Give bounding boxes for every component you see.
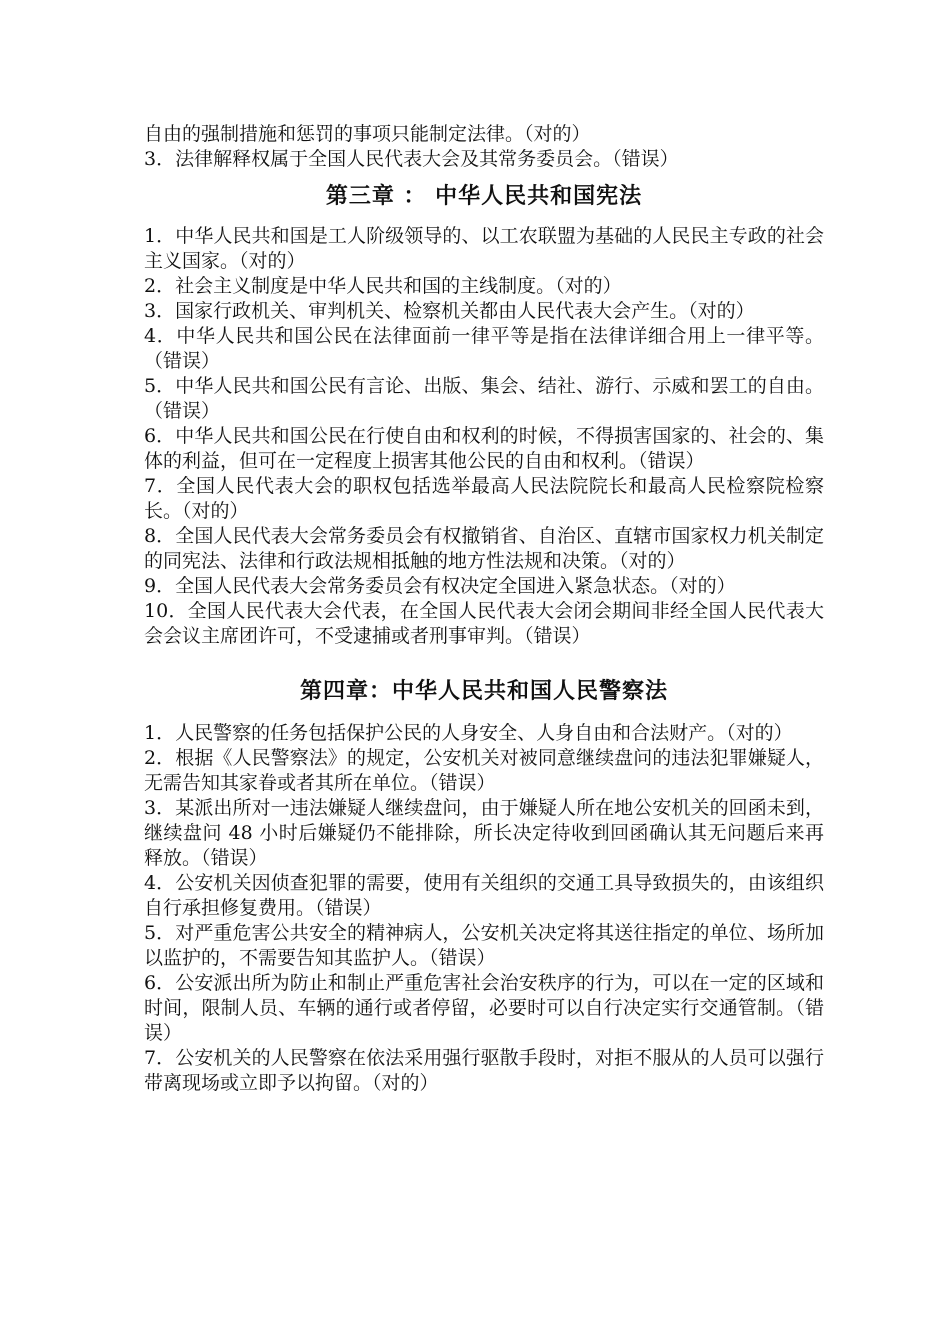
chapter-3-list: [144, 224, 824, 649]
chapter-3-item: 6．中华人民共和国公民在行使自由和权利的时候，不得损害国家的、社会的、集体的利益，但可在一定程度上损害其他公民的自由和权利。（错误）: [144, 425, 824, 472]
document-page: [144, 122, 824, 1096]
chapter-3-item: 4．中华人民共和国公民在法律面前一律平等是指在法律详细合用上一律平等。（错误）: [144, 325, 824, 372]
chapter-4-item: 1．人民警察的任务包括保护公民的人身安全、人身自由和合法财产。（对的）: [144, 722, 793, 744]
chapter-4-item: 7．公安机关的人民警察在依法采用强行驱散手段时，对拒不服从的人员可以强行带离现场或立即予以拘留。（对的）: [144, 1047, 824, 1094]
chapter-3-item: 1．中华人民共和国是工人阶级领导的、以工农联盟为基础的人民民主专政的社会主义国家。（对的）: [144, 225, 824, 272]
intro-line-1: 自由的强制措施和惩罚的事项只能制定法律。（对的）: [144, 123, 591, 145]
chapter-3-item: 9．全国人民代表大会常务委员会有权决定全国进入紧急状态。（对的）: [144, 575, 736, 597]
chapter-3-item: 8．全国人民代表大会常务委员会有权撤销省、自治区、直辖市国家权力机关制定的同宪法、法律和行政法规相抵触的地方性法规和决策。（对的）: [144, 525, 824, 572]
chapter-4-item: 5．对严重危害公共安全的精神病人，公安机关决定将其送往指定的单位、场所加以监护的，不需要告知其监护人。（错误）: [144, 922, 824, 969]
chapter-3-item: 3．国家行政机关、审判机关、检察机关都由人民代表大会产生。（对的）: [144, 300, 755, 322]
intro-line-2: 3．法律解释权属于全国人民代表大会及其常务委员会。（错误）: [144, 148, 679, 170]
chapter-4-item: 6．公安派出所为防止和制止严重危害社会治安秩序的行为，可以在一定的区域和时间，限制人员、车辆的通行或者停留，必要时可以自行决定实行交通管制。（错误）: [144, 972, 824, 1044]
chapter-3-item: 2．社会主义制度是中华人民共和国的主线制度。（对的）: [144, 275, 622, 297]
chapter-4-item: 4．公安机关因侦查犯罪的需要，使用有关组织的交通工具导致损失的，由该组织自行承担修复费用。（错误）: [144, 872, 824, 919]
chapter-3-item: 5．中华人民共和国公民有言论、出版、集会、结社、游行、示威和罢工的自由。（错误）: [144, 375, 824, 422]
chapter-4-list: [144, 721, 824, 1096]
chapter-4-title: 第四章：中华人民共和国人民警察法: [299, 678, 668, 704]
chapter-3-item: 7．全国人民代表大会的职权包括选举最高人民法院院长和最高人民检察院检察长。（对的）: [144, 475, 824, 522]
chapter-4-item: 2．根据《人民警察法》的规定，公安机关对被同意继续盘问的违法犯罪嫌疑人，无需告知其家眷或者其所在单位。（错误）: [144, 747, 824, 794]
chapter-3-title: 第三章 ： 中华人民共和国宪法: [325, 183, 643, 209]
chapter-4-item: 3．某派出所对一违法嫌疑人继续盘问，由于嫌疑人所在地公安机关的回函未到，继续盘问 48 小时后嫌疑仍不能排除，所长决定待收到回函确认其无问题后来再释放。（错误）: [144, 797, 824, 869]
chapter-3-item: 10．全国人民代表大会代表，在全国人民代表大会闭会期间非经全国人民代表大会会议主席团许可，不受逮捕或者刑事审判。（错误）: [144, 600, 824, 647]
